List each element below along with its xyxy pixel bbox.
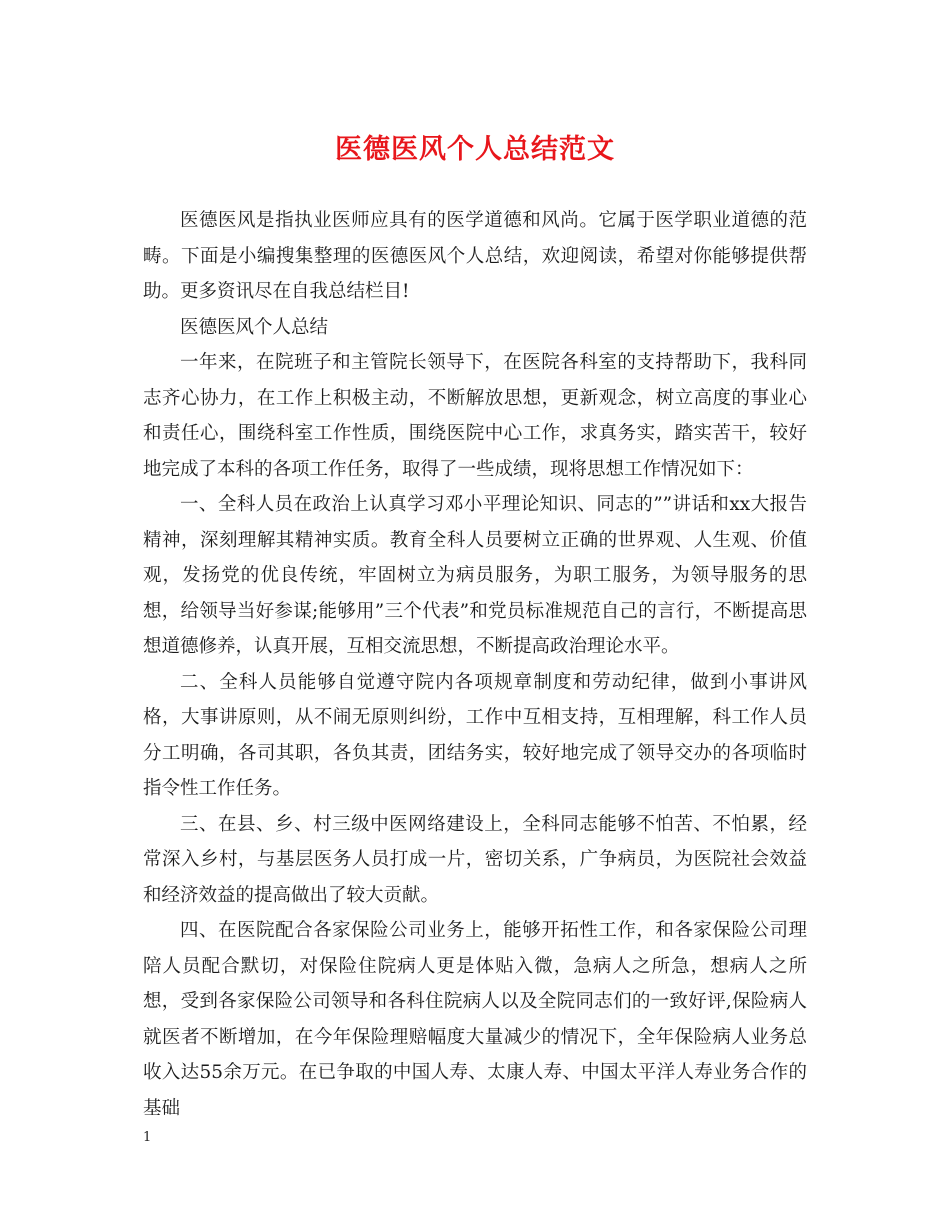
paragraph-point-1: 一、全科人员在政治上认真学习邓小平理论知识、同志的””讲话和xx大报告精神，深刻理解其精神实质。教育全科人员要树立正确的世界观、人生观、价值观，发扬党的优良传统，牢固树立为病员服务，为职工服务，为领导服务的思想，给领导当好参谋;能够用”三个代表”和党员标准规范自己的言行，不断提高思想道德修养，认真开展，互相交流思想，不断提高政治理论水平。 <box>143 494 807 657</box>
paragraph-point-4: 四、在医院配合各家保险公司业务上，能够开拓性工作，和各家保险公司理陪人员配合默切，对保险住院病人更是体贴入微，急病人之所急，想病人之所想，受到各家保险公司领导和各科住院病人以及全院同志们的一致好评,保险病人就医者不断增加，在今年保险理赔幅度大量减少的情况下，全年保险病人业务总收入达55余万元。在已争取的中国人寿、太康人寿、中国太平洋人寿业务合作的基础 <box>143 920 807 1119</box>
document-title: 医德医风个人总结范文 <box>335 134 615 165</box>
paragraph-point-2: 二、全科人员能够自觉遵守院内各项规章制度和劳动纪律，做到小事讲风格，大事讲原则，从不闹无原则纠纷，工作中互相支持，互相理解，科工作人员分工明确，各司其职，各负其责，团结务实，较好地完成了领导交办的各项临时指令性工作任务。 <box>143 671 807 799</box>
paragraph-subtitle: 医德医风个人总结 <box>180 316 329 338</box>
paragraph-point-3: 三、在县、乡、村三级中医网络建设上，全科同志能够不怕苦、不怕累，经常深入乡村，与基层医务人员打成一片，密切关系，广争病员，为医院社会效益和经济效益的提高做出了较大贡献。 <box>143 813 807 906</box>
paragraph-intro: 医德医风是指执业医师应具有的医学道德和风尚。它属于医学职业道德的范畴。下面是小编搜集整理的医德医风个人总结，欢迎阅读，希望对你能够提供帮助。更多资讯尽在自我总结栏目! <box>143 210 807 302</box>
document-body <box>143 203 807 1126</box>
page-number: 1 <box>143 1130 152 1145</box>
paragraph-overview: 一年来，在院班子和主管院长领导下，在医院各科室的支持帮助下，我科同志齐心协力，在工作上积极主动，不断解放思想，更新观念，树立高度的事业心和责任心，围绕科室工作性质，围绕医院中心工作，求真务实，踏实苦干，较好地完成了本科的各项工作任务，取得了一些成绩，现将思想工作情况如下： <box>143 352 807 480</box>
